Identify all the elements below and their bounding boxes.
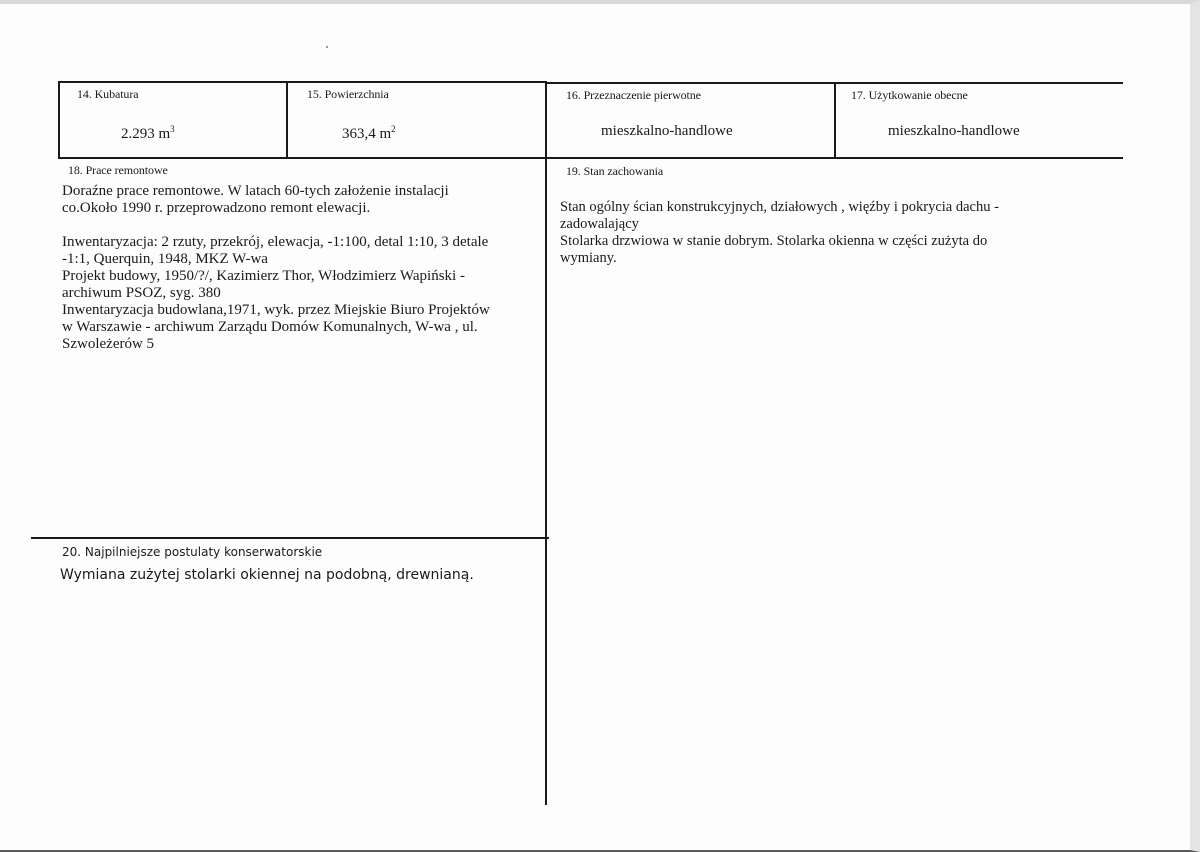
prace-remontowe-text xyxy=(62,183,544,353)
prace-remontowe-label: 18. Prace remontowe xyxy=(68,163,168,177)
przeznaczenie-label: 16. Przeznaczenie pierwotne xyxy=(566,88,701,102)
inwentaryzacja-line: Inwentaryzacja: 2 rzuty, przekrój, elewacja, -1:100, detal 1:10, 3 detale xyxy=(62,234,489,250)
inwentaryzacja-line: Inwentaryzacja budowlana,1971, wyk. przez Miejskie Biuro Projektów xyxy=(62,302,490,318)
inwentaryzacja-line: Projekt budowy, 1950/?/, Kazimierz Thor, Włodzimierz Wapiński - xyxy=(62,268,465,284)
scan-speck xyxy=(326,46,328,48)
inwentaryzacja-line: -1:1, Querquin, 1948, MKZ W-wa xyxy=(62,251,268,267)
powierzchnia-value xyxy=(342,120,396,143)
uzytkowanie-value: mieszkalno-handlowe xyxy=(888,123,1020,139)
stan-line: Stolarka drzwiowa w stanie dobrym. Stolarka okienna w części zużyta do xyxy=(560,233,988,249)
inwentaryzacja-line: archiwum PSOZ, syg. 380 xyxy=(62,285,221,301)
paragraph-gap xyxy=(62,217,544,234)
divider-16-17 xyxy=(834,82,836,159)
center-divider xyxy=(545,81,547,805)
kubatura-value xyxy=(121,120,175,143)
stan-zachowania-label: 19. Stan zachowania xyxy=(566,164,664,178)
inwentaryzacja-line: Szwoleżerów 5 xyxy=(62,336,155,352)
powierzchnia-number: 363,4 m xyxy=(342,126,392,142)
top-left-border xyxy=(58,81,546,83)
divider-14-15 xyxy=(286,81,288,159)
prace-line: co.Około 1990 r. przeprowadzono remont elewacji. xyxy=(62,200,371,216)
uzytkowanie-label: 17. Użytkowanie obecne xyxy=(851,88,968,102)
postulaty-label: 20. Najpilniejsze postulaty konserwatorskie xyxy=(62,545,323,559)
powierzchnia-unit-sup: 2 xyxy=(391,124,396,134)
left-border xyxy=(58,81,60,159)
section-20-top-border xyxy=(31,537,549,539)
stan-zachowania-text xyxy=(560,199,1120,267)
stan-line: wymiany. xyxy=(560,250,617,266)
stan-line: zadowalający xyxy=(560,216,639,232)
top-row-bottom-border xyxy=(58,157,1123,159)
przeznaczenie-value: mieszkalno-handlowe xyxy=(601,123,733,139)
kubatura-number: 2.293 m xyxy=(121,126,171,142)
inwentaryzacja-line: w Warszawie - archiwum Zarządu Domów Komunalnych, W-wa , ul. xyxy=(62,319,478,335)
powierzchnia-label: 15. Powierzchnia xyxy=(307,87,389,101)
postulaty-text: Wymiana zużytej stolarki okiennej na podobną, drewnianą. xyxy=(60,567,474,583)
kubatura-label: 14. Kubatura xyxy=(77,87,139,101)
prace-line: Doraźne prace remontowe. W latach 60-tych założenie instalacji xyxy=(62,183,449,199)
kubatura-unit-sup: 3 xyxy=(170,124,175,134)
stan-line: Stan ogólny ścian konstrukcyjnych, działowych , więźby i pokrycia dachu - xyxy=(560,199,999,215)
